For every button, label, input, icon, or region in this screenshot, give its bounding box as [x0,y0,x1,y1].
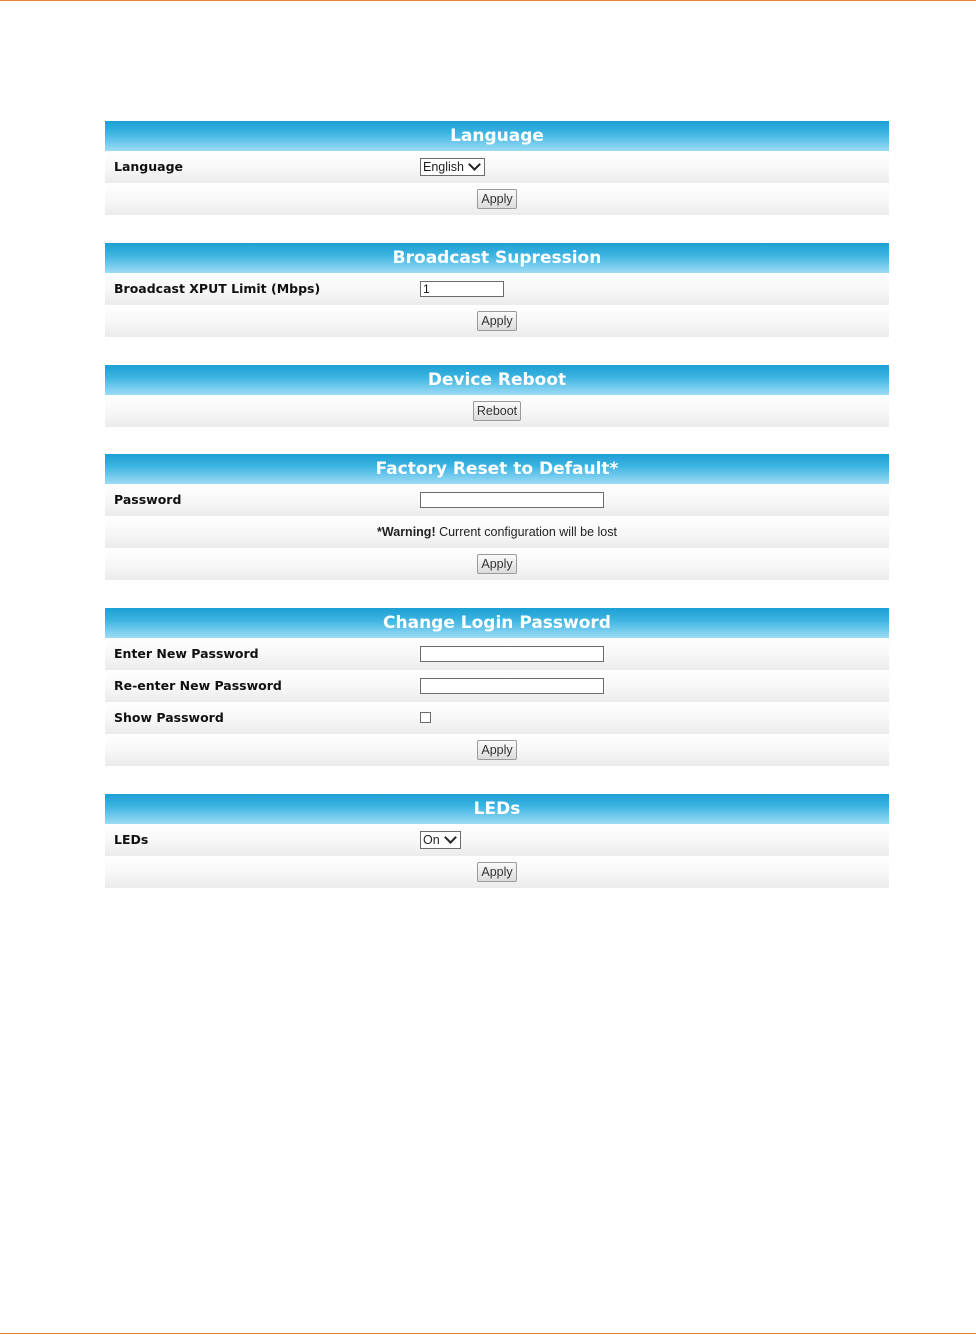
reboot-row [105,395,889,427]
leds-header: LEDs [105,794,889,824]
warning-prefix: *Warning! [377,524,436,539]
broadcast-apply-row [105,305,889,337]
leds-select[interactable] [420,831,461,849]
language-apply-button[interactable]: Apply [477,189,516,209]
language-apply-row [105,183,889,215]
warning-text: Current configuration will be lost [435,524,617,539]
broadcast-limit-label: Broadcast XPUT Limit (Mbps) [114,281,321,296]
language-select-value: English [423,159,464,174]
language-select[interactable] [420,158,485,176]
factory-reset-header: Factory Reset to Default* [105,454,889,484]
factory-reset-warning-row [105,516,889,548]
show-password-checkbox[interactable] [420,712,431,723]
factory-reset-warning [377,525,617,539]
factory-reset-apply-button[interactable]: Apply [477,554,516,574]
broadcast-header: Broadcast Supression [105,243,889,273]
broadcast-limit-input[interactable] [420,281,504,297]
reenter-password-row [105,670,889,702]
leds-section [105,794,889,888]
leds-apply-button[interactable]: Apply [477,862,516,882]
factory-reset-section [105,454,889,580]
show-password-label: Show Password [114,710,224,725]
change-password-apply-row [105,734,889,766]
factory-reset-password-input[interactable] [420,492,604,508]
language-row [105,151,889,183]
leds-label: LEDs [114,832,149,847]
bottom-rule [0,1333,976,1334]
new-password-row [105,638,889,670]
factory-reset-password-row [105,484,889,516]
factory-reset-password-label: Password [114,492,182,507]
leds-row [105,824,889,856]
reboot-section [105,365,889,427]
chevron-down-icon [468,158,481,171]
top-rule [0,0,976,1]
broadcast-section [105,243,889,337]
change-password-section [105,608,889,766]
leds-apply-row [105,856,889,888]
reboot-header: Device Reboot [105,365,889,395]
change-password-header: Change Login Password [105,608,889,638]
change-password-apply-button[interactable]: Apply [477,740,516,760]
reenter-password-label: Re-enter New Password [114,678,282,693]
factory-reset-apply-row [105,548,889,580]
leds-select-value: On [423,832,440,847]
broadcast-row [105,273,889,305]
language-header: Language [105,121,889,151]
reboot-button[interactable]: Reboot [473,401,521,421]
language-section [105,121,889,215]
new-password-label: Enter New Password [114,646,259,661]
reenter-password-input[interactable] [420,678,604,694]
new-password-input[interactable] [420,646,604,662]
language-label: Language [114,159,184,174]
broadcast-apply-button[interactable]: Apply [477,311,516,331]
chevron-down-icon [444,831,457,844]
show-password-row [105,702,889,734]
